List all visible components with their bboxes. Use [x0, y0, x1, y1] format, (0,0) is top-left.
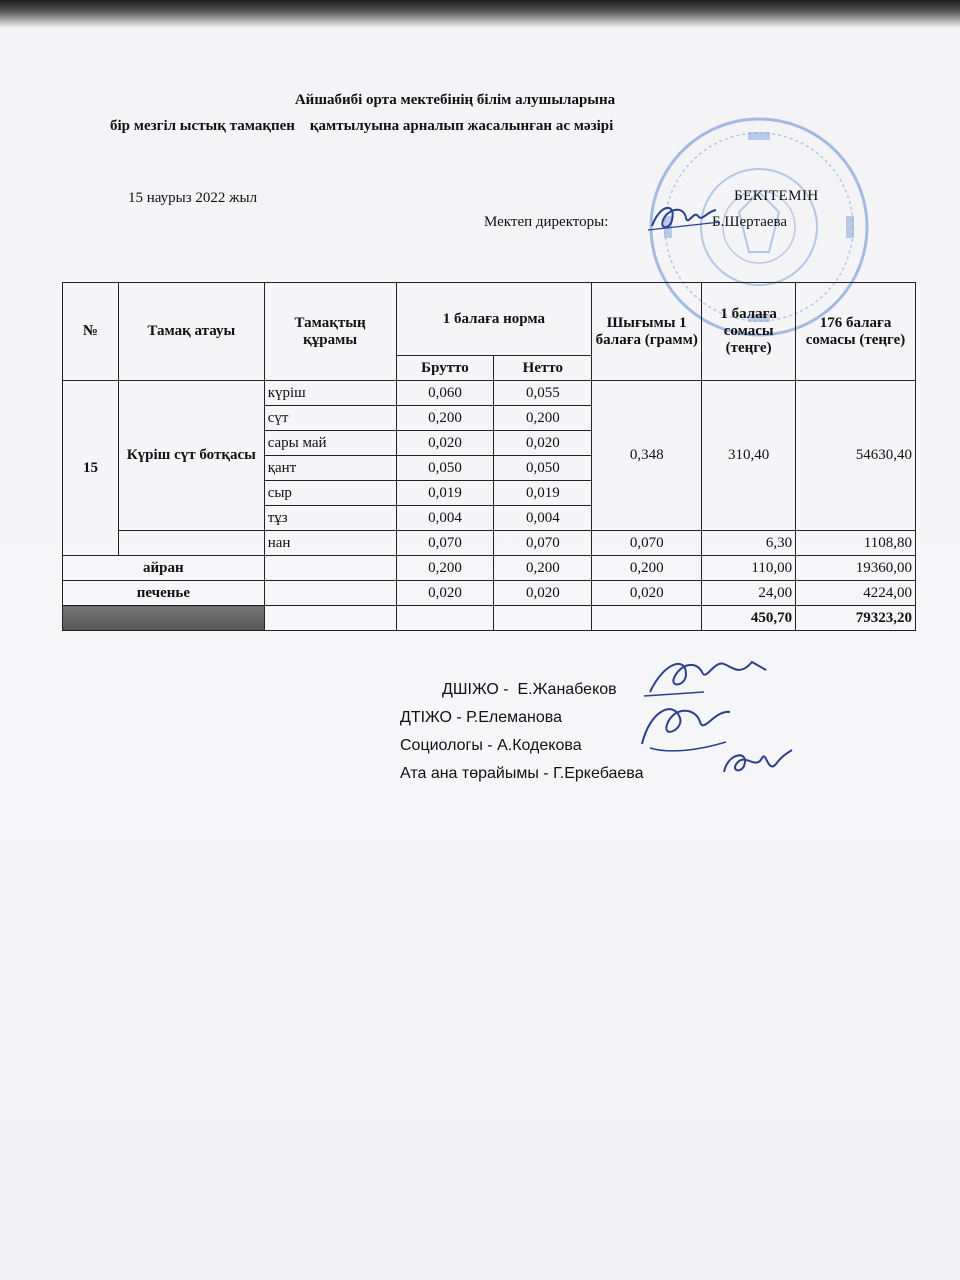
ingredient-brutto: 0,020	[396, 431, 494, 456]
ingredient-brutto: 0,060	[396, 381, 494, 406]
director-name: Б.Шертаева	[712, 214, 788, 230]
director-signature-icon	[646, 196, 722, 238]
empty-cell	[592, 606, 702, 631]
signer-line: Социологы - А.Кодекова	[400, 737, 582, 754]
empty-cell	[396, 606, 494, 631]
cookie-brutto: 0,020	[396, 581, 494, 606]
ayran-cost-176: 19360,00	[796, 556, 916, 581]
bread-brutto: 0,070	[396, 531, 494, 556]
total-cost-one: 450,70	[702, 606, 796, 631]
signer-line: Ата ана төрайымы - Г.Еркебаева	[400, 765, 644, 782]
ingredient-name: тұз	[264, 506, 396, 531]
table-row	[63, 556, 916, 581]
ayran-brutto: 0,200	[396, 556, 494, 581]
empty-cell	[264, 556, 396, 581]
dish-cost-one: 310,40	[702, 381, 796, 531]
dish-consumption: 0,348	[592, 381, 702, 531]
ingredient-netto: 0,020	[494, 431, 592, 456]
cookie-name: печенье	[63, 581, 265, 606]
empty-cell	[264, 581, 396, 606]
document-title-line1: Айшабибі орта мектебінің білім алушыларына	[294, 92, 616, 108]
approval-label: БЕКІТЕМІН	[734, 188, 819, 204]
dish-name: Күріш сүт ботқасы	[118, 381, 264, 531]
ingredient-name: сары май	[264, 431, 396, 456]
cookie-cost-one: 24,00	[702, 581, 796, 606]
ingredient-netto: 0,050	[494, 456, 592, 481]
menu-table	[62, 282, 916, 631]
header-cost-one: 1 балаға сомасы (теңге)	[702, 283, 796, 381]
ingredient-name: сүт	[264, 406, 396, 431]
header-brutto: Брутто	[396, 356, 494, 381]
director-label: Мектеп директоры:	[484, 214, 609, 230]
table-row	[63, 531, 916, 556]
total-label-cell	[63, 606, 265, 631]
photo-edge-shadow	[0, 0, 960, 28]
signer-line: ДШІЖО - Е.Жанабеков	[442, 681, 617, 698]
signers-list	[400, 676, 644, 788]
bread-consumption: 0,070	[592, 531, 702, 556]
group-number: 15	[63, 381, 119, 556]
empty-cell	[494, 606, 592, 631]
ingredient-netto: 0,200	[494, 406, 592, 431]
header-composition: Тамақтың құрамы	[264, 283, 396, 381]
empty-cell	[118, 531, 264, 556]
bread-cost-one: 6,30	[702, 531, 796, 556]
header-cost-176: 176 балаға сомасы (теңге)	[796, 283, 916, 381]
ingredient-netto: 0,004	[494, 506, 592, 531]
ayran-name: айран	[63, 556, 265, 581]
header-consumption: Шығымы 1 балаға (грамм)	[592, 283, 702, 381]
ingredient-brutto: 0,004	[396, 506, 494, 531]
total-cost-176: 79323,20	[796, 606, 916, 631]
ayran-cost-one: 110,00	[702, 556, 796, 581]
signature-erkebaeva-icon	[716, 744, 796, 788]
header-number: №	[63, 283, 119, 381]
header-norm: 1 балаға норма	[396, 283, 592, 356]
ingredient-netto: 0,055	[494, 381, 592, 406]
header-netto: Нетто	[494, 356, 592, 381]
ingredient-brutto: 0,050	[396, 456, 494, 481]
ayran-consumption: 0,200	[592, 556, 702, 581]
bread-name: нан	[264, 531, 396, 556]
ingredient-netto: 0,019	[494, 481, 592, 506]
header-dish-name: Тамақ атауы	[118, 283, 264, 381]
ayran-netto: 0,200	[494, 556, 592, 581]
dish-cost-176: 54630,40	[796, 381, 916, 531]
bread-cost-176: 1108,80	[796, 531, 916, 556]
total-row	[63, 606, 916, 631]
cookie-netto: 0,020	[494, 581, 592, 606]
signer-line: ДТІЖО - Р.Елеманова	[400, 709, 562, 726]
cookie-cost-176: 4224,00	[796, 581, 916, 606]
document-date: 15 наурыз 2022 жыл	[128, 190, 258, 206]
document-title-line2: бір мезгіл ыстық тамақпен қамтылуына арналып жасалынған ас мәзірі	[110, 118, 614, 134]
ingredient-brutto: 0,019	[396, 481, 494, 506]
ingredient-name: сыр	[264, 481, 396, 506]
empty-cell	[264, 606, 396, 631]
ingredient-brutto: 0,200	[396, 406, 494, 431]
bread-netto: 0,070	[494, 531, 592, 556]
table-row	[63, 581, 916, 606]
table-row	[63, 381, 916, 406]
ingredient-name: қант	[264, 456, 396, 481]
ingredient-name: күріш	[264, 381, 396, 406]
cookie-consumption: 0,020	[592, 581, 702, 606]
